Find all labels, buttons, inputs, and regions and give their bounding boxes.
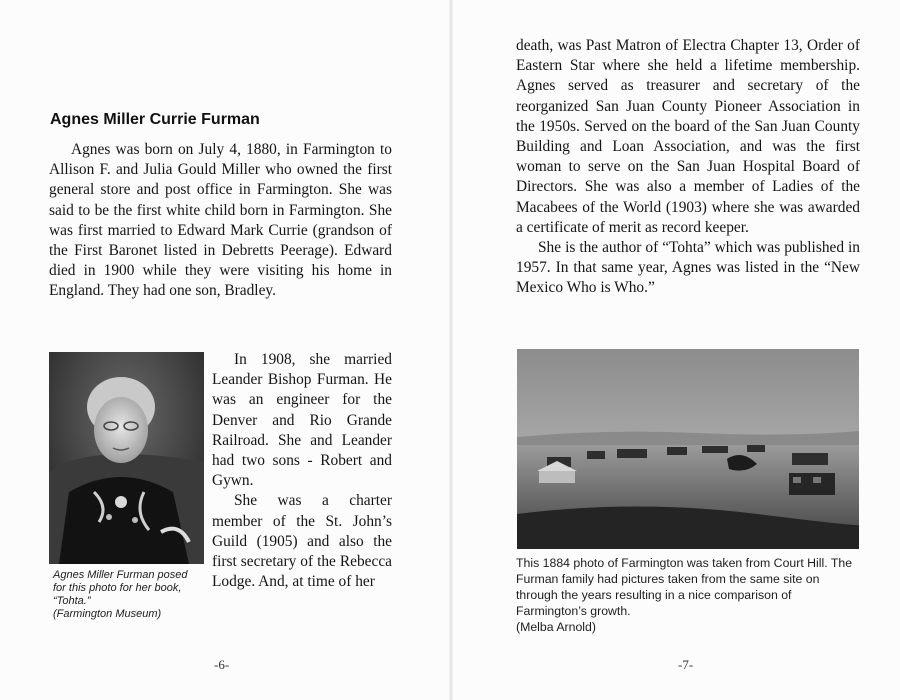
article-heading: Agnes Miller Currie Furman [50, 111, 260, 128]
page-number-right: -7- [678, 657, 694, 672]
paragraph-membership: She was a charter member of the St. John’s Guild (1905) and also the first secretary of the Rebecca Lodge. And, at time of her [212, 492, 392, 591]
farmington-caption-text: This 1884 photo of Farmington was taken from Court Hill. The Furman family had pictures taken from the same site on through the years resulting in a nice comparison of Farmington’s growth. [516, 556, 853, 618]
portrait-caption [53, 569, 211, 621]
right-text-block [516, 36, 860, 299]
portrait-caption-credit: (Farmington Museum) [53, 608, 162, 620]
farmington-image [517, 349, 859, 549]
book-gutter [449, 0, 453, 700]
portrait-photo [49, 352, 204, 564]
portrait-caption-line: for this photo for her book, [53, 582, 182, 594]
paragraph-marriage: In 1908, she married Leander Bishop Furman. He was an engineer for the Denver and Rio Grande Railroad. She and Leander had two sons - Robert and Gywn. [212, 351, 392, 490]
left-column-text [212, 350, 392, 592]
portrait-caption-line: “Tohta.” [53, 595, 91, 607]
farmington-photo [517, 349, 859, 549]
paragraph-birth: Agnes was born on July 4, 1880, in Farmington to Allison F. and Julia Gould Miller who owned the first general store and post office in Farmington. She was said to be the first white child born in Farmington. She was first married to Edward Mark Currie (grandson of the First Baronet listed in Debretts Peerage). Edward died in 1900 while they were visiting his home in England. They had one son, Bradley. [49, 141, 392, 300]
farmington-caption [516, 555, 862, 635]
paragraph-service: death, was Past Matron of Electra Chapter 13, Order of Eastern Star where she held a lifetime membership. Agnes served as treasurer and secretary of the reorganized San Juan County Pioneer Association in the 1950s. Served on the board of the San Juan County Building and Loan Association, and was the first woman to serve on the San Juan Hospital Board of Directors. She was also a member of Ladies of the Macabees of the World (1903) where she was awarded a certificate of merit as record keeper. [516, 37, 860, 236]
farmington-caption-credit: (Melba Arnold) [516, 620, 596, 634]
left-text-block [49, 140, 392, 302]
page-number-left: -6- [214, 657, 230, 672]
paragraph-author: She is the author of “Tohta” which was published in 1957. In that same year, Agnes was listed in the “New Mexico Who is Who.” [516, 239, 860, 297]
portrait-caption-line: Agnes Miller Furman posed [53, 569, 188, 581]
portrait-image [49, 352, 204, 564]
